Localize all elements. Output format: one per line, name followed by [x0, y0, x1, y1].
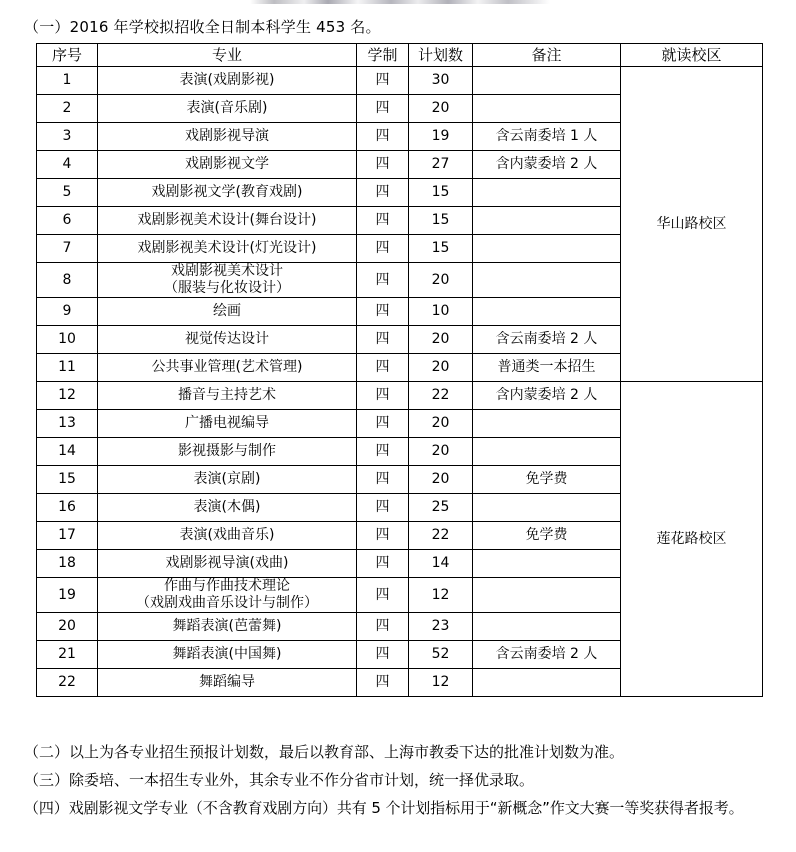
cell-major-line1: 作曲与作曲技术理论	[164, 578, 290, 594]
cell-major: 戏剧影视导演	[98, 123, 357, 151]
table-row	[37, 67, 763, 95]
cell-quota: 20	[409, 354, 473, 382]
cell-major: 戏剧影视文学(教育戏剧)	[98, 179, 357, 207]
cell-quota: 15	[409, 235, 473, 263]
cell-major: 绘画	[98, 298, 357, 326]
cell-length: 四	[357, 578, 409, 613]
cell-quota: 12	[409, 578, 473, 613]
cell-quota: 19	[409, 123, 473, 151]
cell-remark: 普通类一本招生	[473, 354, 621, 382]
cell-length: 四	[357, 263, 409, 298]
cell-index: 15	[37, 466, 98, 494]
admission-plan-table	[36, 43, 763, 697]
cell-major: 表演(戏剧影视)	[98, 67, 357, 95]
cell-quota: 20	[409, 263, 473, 298]
cell-length: 四	[357, 354, 409, 382]
cell-index: 6	[37, 207, 98, 235]
cell-remark: 含内蒙委培 2 人	[473, 151, 621, 179]
note-item-3: （三）除委培、一本招生专业外，其余专业不作分省市计划，统一择优录取。	[24, 771, 535, 789]
cell-remark	[473, 207, 621, 235]
cell-quota: 20	[409, 438, 473, 466]
cell-index: 2	[37, 95, 98, 123]
cell-index: 12	[37, 382, 98, 410]
table-row	[37, 382, 763, 410]
cell-length: 四	[357, 123, 409, 151]
cell-index: 11	[37, 354, 98, 382]
cell-index: 4	[37, 151, 98, 179]
cell-campus: 华山路校区	[621, 67, 763, 382]
cell-length: 四	[357, 207, 409, 235]
cell-major: 广播电视编导	[98, 410, 357, 438]
cell-major: 舞蹈表演(中国舞)	[98, 641, 357, 669]
column-header-quota: 计划数	[409, 44, 473, 67]
cell-quota: 20	[409, 326, 473, 354]
table-header	[37, 44, 763, 67]
cell-remark: 免学费	[473, 522, 621, 550]
cell-remark	[473, 298, 621, 326]
cell-quota: 20	[409, 95, 473, 123]
cell-index: 7	[37, 235, 98, 263]
note-item-4: （四）戏剧影视文学专业（不含教育戏剧方向）共有 5 个计划指标用于“新概念”作文大赛一等奖获得者报考。	[24, 799, 744, 817]
cell-major: 戏剧影视美术设计(舞台设计)	[98, 207, 357, 235]
cell-major: 舞蹈表演(芭蕾舞)	[98, 613, 357, 641]
cell-index: 9	[37, 298, 98, 326]
cell-remark: 含云南委培 2 人	[473, 641, 621, 669]
cell-major: 表演(京剧)	[98, 466, 357, 494]
cell-remark	[473, 95, 621, 123]
cell-quota: 22	[409, 522, 473, 550]
cell-length: 四	[357, 298, 409, 326]
cell-remark: 免学费	[473, 466, 621, 494]
cell-major: 戏剧影视导演(戏曲)	[98, 550, 357, 578]
notes-block	[24, 738, 780, 822]
column-header-remark: 备注	[473, 44, 621, 67]
cell-quota: 25	[409, 494, 473, 522]
cell-major: 戏剧影视美术设计(灯光设计)	[98, 235, 357, 263]
cell-major: 公共事业管理(艺术管理)	[98, 354, 357, 382]
cell-index: 3	[37, 123, 98, 151]
cell-remark	[473, 669, 621, 697]
cell-remark	[473, 578, 621, 613]
cell-quota: 15	[409, 207, 473, 235]
column-header-campus: 就读校区	[621, 44, 763, 67]
cell-length: 四	[357, 410, 409, 438]
cell-major-line2: （服装与化妆设计）	[164, 280, 290, 296]
cell-index: 16	[37, 494, 98, 522]
cell-remark	[473, 550, 621, 578]
cell-campus: 莲花路校区	[621, 382, 763, 697]
cell-remark: 含内蒙委培 2 人	[473, 382, 621, 410]
cell-index: 18	[37, 550, 98, 578]
cell-quota: 30	[409, 67, 473, 95]
cell-length: 四	[357, 95, 409, 123]
cell-quota: 23	[409, 613, 473, 641]
cell-remark	[473, 67, 621, 95]
cell-index: 20	[37, 613, 98, 641]
cell-remark	[473, 410, 621, 438]
cell-length: 四	[357, 669, 409, 697]
cell-length: 四	[357, 382, 409, 410]
cell-major: 视觉传达设计	[98, 326, 357, 354]
cell-index: 1	[37, 67, 98, 95]
cell-major-line2: （戏剧戏曲音乐设计与制作）	[136, 595, 318, 611]
cell-major: 影视摄影与制作	[98, 438, 357, 466]
cell-remark: 含云南委培 1 人	[473, 123, 621, 151]
cell-length: 四	[357, 326, 409, 354]
cell-remark	[473, 263, 621, 298]
cell-quota: 10	[409, 298, 473, 326]
cell-index: 21	[37, 641, 98, 669]
cell-major: 戏剧影视文学	[98, 151, 357, 179]
cell-quota: 20	[409, 410, 473, 438]
cell-length: 四	[357, 179, 409, 207]
cell-major: 播音与主持艺术	[98, 382, 357, 410]
cell-length: 四	[357, 235, 409, 263]
cell-remark	[473, 613, 621, 641]
cell-length: 四	[357, 438, 409, 466]
cell-major	[98, 578, 357, 613]
cell-remark	[473, 179, 621, 207]
cell-quota: 20	[409, 466, 473, 494]
cell-index: 17	[37, 522, 98, 550]
cell-length: 四	[357, 67, 409, 95]
cell-index: 13	[37, 410, 98, 438]
cell-major	[98, 263, 357, 298]
cell-length: 四	[357, 151, 409, 179]
cell-major-line1: 戏剧影视美术设计	[171, 263, 283, 279]
cut-off-heading-remnant	[250, 0, 550, 4]
cell-index: 5	[37, 179, 98, 207]
column-header-major: 专业	[98, 44, 357, 67]
intro-line: （一）2016 年学校拟招收全日制本科学生 453 名。	[24, 18, 381, 36]
cell-quota: 22	[409, 382, 473, 410]
note-item-2: （二）以上为各专业招生预报计划数，最后以教育部、上海市教委下达的批准计划数为准。	[24, 743, 625, 761]
cell-index: 22	[37, 669, 98, 697]
cell-length: 四	[357, 522, 409, 550]
cell-remark	[473, 235, 621, 263]
cell-index: 14	[37, 438, 98, 466]
cell-quota: 14	[409, 550, 473, 578]
cell-remark	[473, 494, 621, 522]
cell-index: 10	[37, 326, 98, 354]
cell-major: 舞蹈编导	[98, 669, 357, 697]
cell-length: 四	[357, 466, 409, 494]
cell-length: 四	[357, 550, 409, 578]
table-body	[37, 67, 763, 697]
table-header-row	[37, 44, 763, 67]
cell-length: 四	[357, 494, 409, 522]
cell-length: 四	[357, 613, 409, 641]
cell-quota: 52	[409, 641, 473, 669]
cell-length: 四	[357, 641, 409, 669]
cell-index: 8	[37, 263, 98, 298]
column-header-index: 序号	[37, 44, 98, 67]
cell-major: 表演(木偶)	[98, 494, 357, 522]
cell-quota: 15	[409, 179, 473, 207]
cell-remark	[473, 438, 621, 466]
cell-quota: 12	[409, 669, 473, 697]
cell-index: 19	[37, 578, 98, 613]
cell-major: 表演(戏曲音乐)	[98, 522, 357, 550]
cell-remark: 含云南委培 2 人	[473, 326, 621, 354]
cell-major: 表演(音乐剧)	[98, 95, 357, 123]
cell-quota: 27	[409, 151, 473, 179]
column-header-length: 学制	[357, 44, 409, 67]
